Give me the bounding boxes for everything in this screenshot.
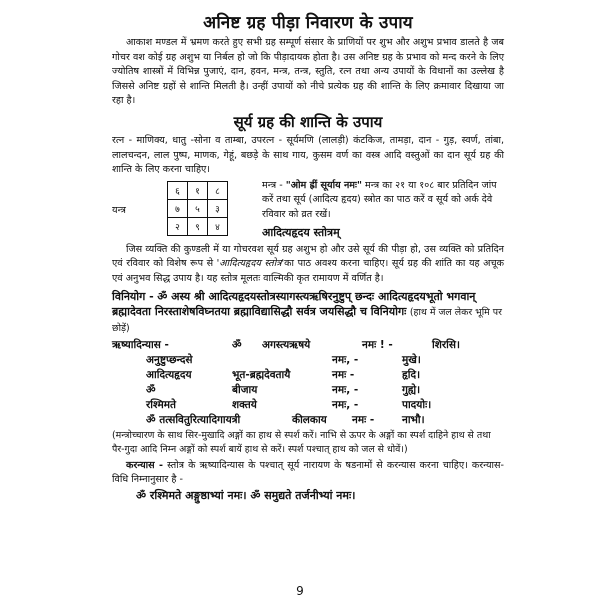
nyasa-cell: नाभौ। <box>402 413 425 426</box>
nyasa-row <box>112 368 504 383</box>
mantra-prefix: मन्त्र - <box>262 179 283 191</box>
stotra-text-1: जिस व्यक्ति की कुण्डली में या गोचरवश सूर्य ग्रह अशुभ हो और उसे सूर्य की पीड़ा हो, उस व्यक्ति को प्रतिदिन एवं रविवार को विशेष रूप से <box>112 243 504 270</box>
nyasa-cell: मुखे। <box>402 353 421 366</box>
mantra-instructions: मन्त्र का २१ या १०८ बार प्रतिदिन जांप करें तथा सूर्य (आदित्य हृदय) स्त्रोत का पाठ करें व सूर्य को अर्क देवे रविवार को व्रत रखें। <box>262 179 497 220</box>
karanyasa-line: ॐ रश्मिमते अङ्गुष्ठाभ्यां नमः। ॐ समुद्यते तर्जनीभ्यां नमः। <box>136 488 356 502</box>
karanyasa-paragraph <box>112 459 504 488</box>
nyasa-label: ऋष्यादिन्यास - <box>112 338 169 351</box>
mantra-words: "ओम ह्रीं सूर्याय नमः" <box>285 179 362 191</box>
nyasa-cell: कीलकाय <box>292 413 327 426</box>
stotra-paragraph <box>112 243 504 287</box>
stotra-name: 'आदित्यहृदय स्तोत्र' <box>216 258 285 270</box>
mantra-text <box>262 179 504 223</box>
stotra-heading: आदित्यहृदय स्तोत्रम् <box>262 225 340 239</box>
karanyasa-label: करन्यास - <box>126 459 163 471</box>
section-title: सूर्य ग्रह की शान्ति के उपाय <box>233 112 383 131</box>
nyasa-cell: अनुष्टुप्छन्दसे <box>146 353 193 366</box>
nyasa-row <box>112 413 504 428</box>
yantra-section <box>112 179 504 243</box>
nyasa-block <box>112 338 504 428</box>
nyasa-cell: भूत-ब्रह्मदेवतायै <box>232 368 291 381</box>
yantra-label: यन्त्र <box>112 204 126 216</box>
yantra-cell: २ <box>168 217 188 235</box>
remedy-paragraph: रत्न - माणिक्य, धातु -सोना व ताम्बा, उपरत्न - सूर्यमणि (लालड़ी) कंटकिज, तामड़ा, दान - गुड़, स्वर्ण, तांबा, लालचन्दन, लाल पुष्प, माणक, गेहूं, बछड़े के साथ गाय, कुसम वर्ण का वस्त्र आदि वस्तुओं का दान सूर्य ग्रह की शान्ति के लिए करना चाहिए। <box>112 134 504 176</box>
nyasa-cell: ॐ <box>232 338 242 351</box>
nyasa-note: (मन्त्रोच्चारण के साथ सिर-मुखादि अङ्गों का हाथ से स्पर्श करें। नाभि से ऊपर के अङ्गों का स्पर्श दाहिने हाथ से तथा पैर-गुदा आदि निम्न अङ्गों को स्पर्श बायें हाथ से करें। स्पर्श पश्चात् हाथ को जल से धोवें।) <box>112 429 491 455</box>
nyasa-cell: नमः, - <box>332 383 359 396</box>
nyasa-cell: नमः - <box>352 413 375 426</box>
nyasa-row <box>112 353 504 368</box>
yantra-grid <box>167 181 228 236</box>
stotra-text-2: का पाठ अवश्य करना चाहिए। सूर्य ग्रह की शांति का यह अचूक एवं अनुभव सिद्ध उपाय है। यह स्तोत्र मूलतः वाल्मिकी कृत रामायण में वर्णित है। <box>112 258 504 284</box>
nyasa-cell: आदित्यहृदय <box>146 368 192 381</box>
page-number: 9 <box>296 584 304 598</box>
nyasa-cell: नमः - <box>332 368 355 381</box>
yantra-cell: ९ <box>188 217 208 235</box>
nyasa-cell: ॐ <box>146 383 156 396</box>
nyasa-cell: नमः ! - <box>362 338 393 351</box>
nyasa-cell: पादयोः। <box>402 398 432 411</box>
nyasa-row <box>112 338 504 353</box>
yantra-cell: ३ <box>208 199 228 217</box>
nyasa-cell: रश्मिमते <box>146 398 177 411</box>
yantra-cell: ४ <box>208 217 228 235</box>
nyasa-cell: शिरसि। <box>432 338 460 351</box>
yantra-cell: ७ <box>168 199 188 217</box>
viniyoga-text: ॐ अस्य श्री आदित्यहृदयस्तोत्रस्यागस्त्यऋषिरनुष्टुप् छन्दः आदित्यहृदयभूतो भगवान् ब्रह्मादेवता निरस्ताशेषविघ्नतया ब्रह्माविद्यासिद्धौ सर्वत्र जयसिद्धौ च विनियोगः <box>112 289 476 318</box>
viniyoga-note: (हाथ में जल लेकर भूमि पर छोड़ें) <box>112 306 502 334</box>
viniyoga-label: विनियोग - <box>112 289 154 303</box>
intro-paragraph: आकाश मण्डल में भ्रमण करते हुए सभी ग्रह सम्पूर्ण संसार के प्राणियों पर शुभ और अशुभ प्रभाव डालते है जब गोचर वश कोई ग्रह अशुभ या निर्बल हो जो कि पीड़ादायक होता है। उस अनिष्ट ग्रह के प्रभाव को मन्द करने के लिए ज्योतिष शास्त्रों में विभिन्न पुजाएं, दान, हवन, मन्त्र, तन्त्र, स्तुति, रत्न तथा अन्य उपायों के विधानों का उल्लेख है जिससे अनिष्ट ग्रहों से शान्ति मिलती है। उन्हीं उपायों को नीचे प्रत्येक ग्रह की शान्ति के लिए क्रमावार दिखाया जा रहा है। <box>112 37 504 107</box>
yantra-cell: ६ <box>168 181 188 199</box>
nyasa-cell: शक्तये <box>232 398 257 411</box>
nyasa-cell: नमः, - <box>332 353 359 366</box>
nyasa-cell: ॐ तत्सवितुरित्यादिगायत्री <box>146 413 241 426</box>
nyasa-row <box>112 383 504 398</box>
nyasa-cell: बीजाय <box>232 383 258 396</box>
yantra-cell: १ <box>188 181 208 199</box>
nyasa-cell: अगस्त्यऋषये <box>262 338 311 351</box>
yantra-cell: ८ <box>208 181 228 199</box>
nyasa-cell: नमः, - <box>332 398 359 411</box>
yantra-cell: ५ <box>188 199 208 217</box>
page-title: अनिष्ट ग्रह पीड़ा निवारण के उपाय <box>203 13 413 33</box>
viniyoga-block <box>112 289 504 336</box>
karanyasa-text: स्तोत्र के ऋष्यादिन्यास के पश्चात् सूर्य नारायण के षडनामों से करन्यास करना चाहिए। करन्यास-विधि निम्नानुसार है - <box>112 459 504 486</box>
nyasa-cell: हृदि। <box>402 368 421 381</box>
nyasa-row <box>112 398 504 413</box>
nyasa-cell: गुह्ये। <box>402 383 421 396</box>
page-content <box>112 10 504 503</box>
